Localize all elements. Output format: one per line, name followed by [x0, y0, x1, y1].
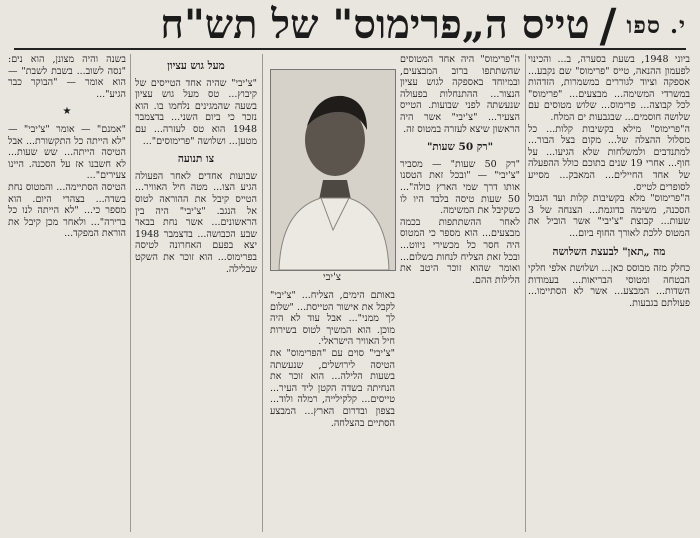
photo-caption: צ'יבי [322, 272, 342, 283]
paragraph: הטיסה הסתיימה... והמטוס נחת בשדה... בצהרי היום. הוא מספר כי... "לא הייתה לנו כל ברירה"... ולאחר מכן קיבל את הוראת המפקד... [8, 181, 126, 240]
paragraph: ה"פרימוס" היה אחד המטוסים שהשתתפו ברוב המבצעים, ובמיוחד באספקה לגוש עציון הנצור... ההתנחלות בפעולה שנעשתה לפני שבועות. הטייס הצעיר... "צ'יבי" אשר היה הראשון שיצא לעזרה במטוס זה. [400, 54, 520, 135]
middle-column-left [270, 290, 395, 534]
column-rule [525, 54, 526, 532]
portrait-illustration [271, 70, 395, 270]
paragraph: "צ'יבי" סוים עם "הפרימוס" את הטיסה לירושלים, שנעשתה בשעות הלילה... הוא זוכר את הנחיתה בשדה הקטן ליד העיר... טייסים... קלקילייה, רמלה ולוד... בצפון ובדרום הארץ... המבצע הסתיים בהצלחה. [270, 347, 395, 429]
section-subheading: "רק 50 שעות" [426, 141, 494, 154]
section-subheading: צו תנועה [177, 153, 215, 166]
paragraph: בשנה והיה מצונן, הוא נים: "נסה לשוב... בשבת לשבת" — הוא אומר — "הבוקר כבר הגיע"... [8, 54, 126, 100]
paragraph: ה"פרימוס" מלא בקשיבות קלות ועד הגבול הסכנה, משימה בדוגמת... הצנחה של 3 שעות... קבוצת "צ'יבי" אשר הוביל את המטוס ללכת לאורך החוף ביום... [528, 193, 690, 239]
article-title: טייס ה„פרימוס" של תש"ח [160, 1, 590, 48]
section-subheading: מה „תאן" לבעצת השלושה [552, 245, 666, 258]
portrait-photo [270, 69, 396, 271]
section-divider-star: ★ [62, 106, 72, 118]
left-column-right [135, 54, 257, 534]
paragraph: כחלק מזה מבוסס כאן... ושלושת אלפי חלקי הבטחה ומטוסי הבריאות... בעמודות השדות... המבצע... אשר לא הסתיימו... פעולתם בגבעות. [528, 263, 690, 309]
paragraph: לאחר ההשתתפות בכמה מבצעים... הוא מספר כי המטוס היה חסר כל מכשירי ניווט... ובכל זאת הצליח לנחות בשלום... ואומר שהוא זוכר היטב את הלילות ההם. [400, 216, 520, 286]
paragraph: "צ'יבי" שהיה אחד הטייסים של קיבוץ... טס מעל גוש עציון בשעה שהמגינים נלחמו בו. הוא נזכר כי ביום השני... בדצמבר 1948 הוא טס לעזרה... עם מטען... ושלושה "פרימוסים"... [135, 77, 257, 147]
paragraph: ה"פרימוס" מילא בקשיבות קלות... כל מסלול ההצלה של... מקום בצל הבור... למתנדבים ולמשלחות שלא הגיעו... על חוף... אחרי 19 שנים בתוכם כולל ההפעלה של אחד החיילים... המאבק... מסייע לסופרים לטייס. [528, 123, 690, 193]
left-column-left [8, 54, 126, 534]
section-subheading: מעל גוש עציון [167, 60, 225, 72]
paragraph: "רק 50 שעות" — מסביר "צ'יבי" — "ובכל זאת הטסנו אותו דרך שמי הארץ כולה"... 50 שעות טיסה בלבד היו לו כשקיבל את המשימה. [400, 158, 520, 217]
headline-slash: / [599, 0, 617, 52]
paragraph: ביוני 1948, בשעת בסערה, ב... והכינוי לפעמון ההנאה, טייס "פרימוס" שם נקבע... אספקה וציוד לגוררים במשמרות, הזדהות במשרדי המשימה... מבצעים... "פרימוס" לכל קבוצה... פרימוס... שלוש מטוסים עם שלושה חוסמים... שבגבעות ים המלח. [528, 54, 690, 123]
column-rule [262, 54, 263, 532]
paragraph: באותם הימים, הצליח... "צ'יבי" לקבל את אישור הטייסת... "שלום לך ממני"... אבל עוד לא היה מוכן. הוא המשיך לטוס בשירות חיל האוויר הישראלי. [270, 290, 395, 348]
article-headline [14, 2, 686, 50]
right-column [528, 54, 690, 534]
paragraph: שבועות אחדים לאחר הפעולה הגיע הצו... מטה חיל האוויר... הטייס קיבל את ההוראה לטוס אל הנגב. "צ'יבי" היה בין הראשונים... אשר נחת בבאר שבע הכבושה... בדצמבר 1948 יצא בפעם האחרונה לטיסה בפרימוס... הוא זוכר את השקט שבלילה. [135, 170, 257, 275]
middle-column-right [400, 54, 520, 534]
column-rule [130, 54, 131, 532]
author-byline: י. ספו [626, 11, 686, 39]
paragraph: "אמנם" — אומר "צ'יבי" — "לא הייתה כל התקשורת... אבל הטיסה הייתה... שש שעות... לא חשבנו אז על הסכנה. היינו צעירים"... [8, 123, 126, 182]
